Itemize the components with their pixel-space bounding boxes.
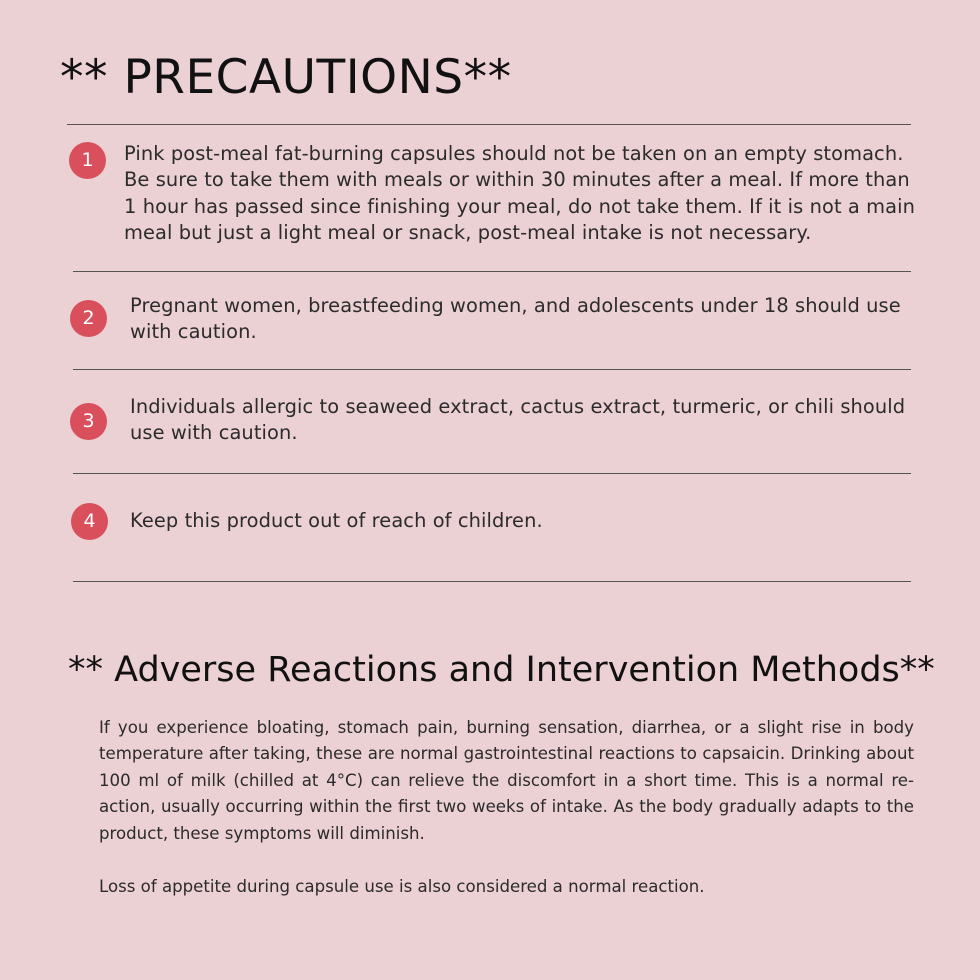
divider-3	[73, 473, 911, 474]
item-2-number-badge: 2	[70, 300, 107, 337]
item-4-number-badge: 4	[71, 503, 108, 540]
adverse-reactions-paragraph: If you experience bloating, stomach pain, burning sensation, diarrhea, or a slight rise in body temperature after taking, these are normal gastrointestinal reactions to capsaicin. Drinking about 100 ml of milk (chilled at 4°C) can relieve the discomfort in a short time. This is a normal re-action, usually occurring within the first two weeks of intake. As the body gradually adapts to the product, these symptoms will diminish.	[99, 718, 914, 843]
item-2-text: Pregnant women, breastfeeding women, and adolescents under 18 should use with caution.	[130, 294, 901, 344]
item-3-text: Individuals allergic to seaweed extract, cactus extract, turmeric, or chili should use with caution.	[130, 395, 906, 445]
divider-top	[67, 124, 911, 125]
item-4-text: Keep this product out of reach of children.	[130, 509, 543, 532]
divider-2	[73, 369, 911, 370]
item-3-number-badge: 3	[70, 403, 107, 440]
item-1-text: Pink post-meal fat-burning capsules should not be taken on an empty stomach. Be sure to take them with meals or within 30 minutes after a meal. If more than 1 hour has passed since finishing your meal, do not take them. If it is not a main meal but just a light meal or snack, post-meal intake is not necessary.	[124, 142, 916, 245]
divider-bottom	[73, 581, 911, 582]
adverse-reactions-title: ** Adverse Reactions and Intervention Methods**	[68, 650, 935, 690]
precautions-title: ** PRECAUTIONS**	[60, 50, 512, 105]
appetite-note: Loss of appetite during capsule use is also considered a normal reaction.	[99, 877, 705, 896]
item-1-number-badge: 1	[69, 142, 106, 179]
divider-1	[73, 271, 911, 272]
